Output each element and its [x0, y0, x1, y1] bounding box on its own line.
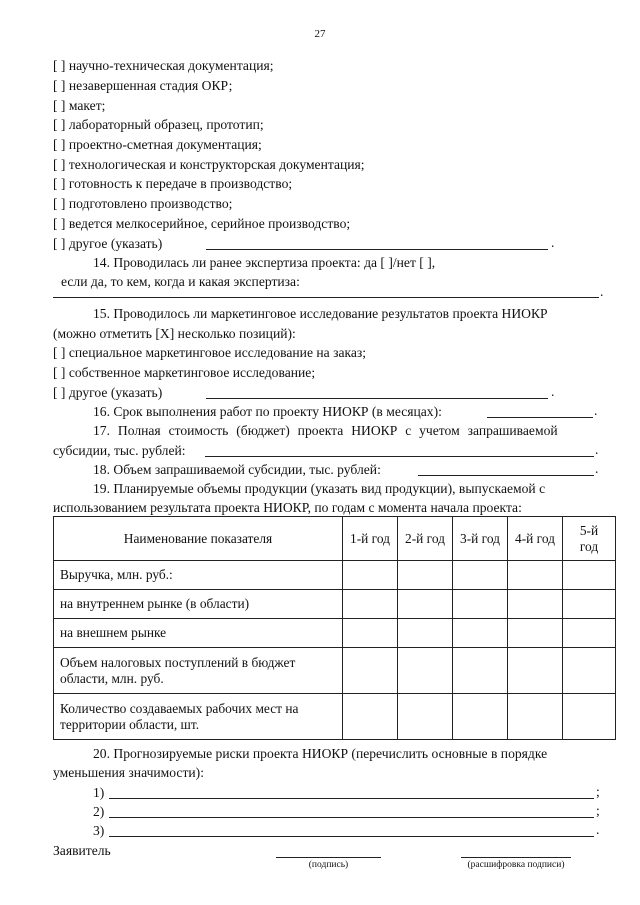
table-cell[interactable] — [563, 619, 616, 648]
q17-text: 17. Полная стоимость (бюджет) проекта НИОКР с учетом запрашиваемой — [93, 423, 558, 438]
table-cell[interactable] — [398, 561, 453, 590]
table-cell[interactable] — [398, 694, 453, 740]
table-cell[interactable] — [508, 561, 563, 590]
table-header: 2-й год — [398, 517, 453, 561]
q14-answer-line[interactable] — [53, 297, 599, 298]
signature-caption: (подпись) — [308, 860, 349, 870]
q19-text-2: использованием результата проекта НИОКР, по годам с момента начала проекта: — [53, 500, 522, 515]
production-table — [53, 516, 616, 740]
table-cell[interactable] — [563, 561, 616, 590]
checklist-item-other[interactable]: [ ] другое (указать) — [53, 236, 163, 251]
signature-line[interactable] — [276, 857, 381, 858]
q15-text-2: (можно отметить [X] несколько позиций): — [53, 326, 296, 341]
table-cell[interactable] — [563, 648, 616, 694]
table-cell[interactable] — [398, 619, 453, 648]
punctuation: . — [551, 235, 555, 250]
q16-input-line[interactable] — [487, 417, 593, 418]
risk-item-number: 3) — [93, 823, 105, 838]
other-input-line[interactable] — [206, 249, 548, 250]
q15-other-input-line[interactable] — [206, 398, 548, 399]
table-row — [54, 561, 616, 590]
punctuation: . — [596, 822, 600, 837]
decryption-caption: (расшифровка подписи) — [467, 860, 565, 870]
q17-text-2: субсидии, тыс. рублей: — [53, 443, 186, 458]
table-cell[interactable] — [398, 648, 453, 694]
q20-text-2: уменьшения значимости): — [53, 765, 204, 780]
punctuation: ; — [596, 803, 600, 818]
table-row — [54, 590, 616, 619]
table-header: 5-й год — [563, 517, 616, 561]
punctuation: . — [595, 442, 599, 457]
row-label: Количество создаваемых рабочих мест на территории области, шт. — [54, 694, 343, 740]
table-cell[interactable] — [453, 561, 508, 590]
table-cell[interactable] — [453, 648, 508, 694]
table-cell[interactable] — [563, 694, 616, 740]
checklist-item[interactable]: [ ] лабораторный образец, прототип; — [53, 117, 264, 132]
checklist-item[interactable]: [ ] незавершенная стадия ОКР; — [53, 78, 233, 93]
q19-text: 19. Планируемые объемы продукции (указать вид продукции), выпускаемой с — [93, 481, 546, 496]
q16-text: 16. Срок выполнения работ по проекту НИОКР (в месяцах): — [93, 404, 442, 419]
table-row — [54, 694, 616, 740]
checklist-item[interactable]: [ ] ведется мелкосерийное, серийное производство; — [53, 216, 351, 231]
table-cell[interactable] — [508, 619, 563, 648]
q17-input-line[interactable] — [205, 456, 594, 457]
table-cell[interactable] — [398, 590, 453, 619]
table-cell[interactable] — [563, 590, 616, 619]
table-cell[interactable] — [343, 694, 398, 740]
risk-input-line-1[interactable] — [109, 798, 594, 799]
risk-item-number: 2) — [93, 804, 105, 819]
table-cell[interactable] — [453, 590, 508, 619]
table-header: 1-й год — [343, 517, 398, 561]
punctuation: . — [551, 384, 555, 399]
decryption-line[interactable] — [461, 857, 571, 858]
risk-input-line-3[interactable] — [109, 836, 594, 837]
table-cell[interactable] — [508, 590, 563, 619]
table-header: Наименование показателя — [54, 517, 343, 561]
table-cell[interactable] — [508, 694, 563, 740]
table-row — [54, 619, 616, 648]
punctuation: . — [595, 461, 599, 476]
q18-text: 18. Объем запрашиваемой субсидии, тыс. рублей: — [93, 462, 381, 477]
checklist-item[interactable]: [ ] проектно-сметная документация; — [53, 137, 262, 152]
table-cell[interactable] — [453, 694, 508, 740]
table-cell[interactable] — [453, 619, 508, 648]
row-label: Объем налоговых поступлений в бюджет области, млн. руб. — [54, 648, 343, 694]
q14-text-2: если да, то кем, когда и какая экспертиза: — [61, 274, 300, 289]
table-cell[interactable] — [343, 561, 398, 590]
checklist-item[interactable]: [ ] технологическая и конструкторская документация; — [53, 157, 365, 172]
table-cell[interactable] — [508, 648, 563, 694]
table-header: 4-й год — [508, 517, 563, 561]
punctuation: ; — [596, 784, 600, 799]
punctuation: . — [594, 403, 598, 418]
applicant-label: Заявитель — [53, 843, 111, 858]
q15-option[interactable]: [ ] специальное маркетинговое исследование на заказ; — [53, 345, 367, 360]
checklist-item[interactable]: [ ] готовность к передаче в производство; — [53, 176, 293, 191]
table-header: 3-й год — [453, 517, 508, 561]
q20-text: 20. Прогнозируемые риски проекта НИОКР (перечислить основные в порядке — [93, 746, 548, 761]
row-label: на внешнем рынке — [54, 619, 343, 648]
risk-item-number: 1) — [93, 785, 105, 800]
row-label: на внутреннем рынке (в области) — [54, 590, 343, 619]
q18-input-line[interactable] — [418, 475, 594, 476]
table-cell[interactable] — [343, 648, 398, 694]
table-header-row — [54, 517, 616, 561]
checklist-item[interactable]: [ ] подготовлено производство; — [53, 196, 233, 211]
table-cell[interactable] — [343, 619, 398, 648]
checklist-item[interactable]: [ ] научно-техническая документация; — [53, 58, 274, 73]
risk-input-line-2[interactable] — [109, 817, 594, 818]
row-label: Выручка, млн. руб.: — [54, 561, 343, 590]
checklist-item[interactable]: [ ] макет; — [53, 98, 106, 113]
q15-text: 15. Проводилось ли маркетинговое исследование результатов проекта НИОКР — [93, 306, 548, 321]
q15-option-other[interactable]: [ ] другое (указать) — [53, 385, 163, 400]
q14-text: 14. Проводилась ли ранее экспертиза проекта: да [ ]/нет [ ], — [93, 255, 436, 270]
page-number: 27 — [314, 28, 326, 40]
table-cell[interactable] — [343, 590, 398, 619]
punctuation: . — [600, 284, 604, 299]
table-row — [54, 648, 616, 694]
q15-option[interactable]: [ ] собственное маркетинговое исследование; — [53, 365, 316, 380]
